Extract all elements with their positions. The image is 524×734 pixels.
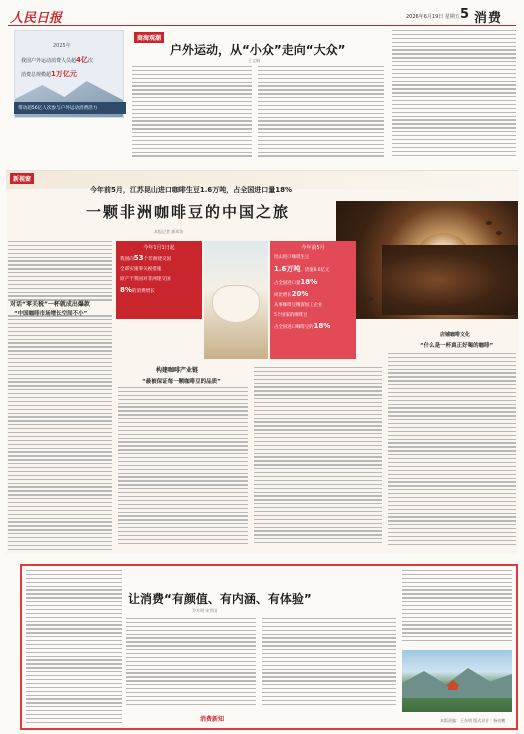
- byline-coffee: 本报记者 郭邦坊: [154, 229, 184, 234]
- dateline: 2026年6月19日 星期五: [406, 14, 460, 20]
- coffee-subhead-5: 店铺咖啡文化: [440, 332, 471, 338]
- page-footer-credits: 本版责编：王东明 版式设计：杨亮鹏: [440, 718, 506, 723]
- section-name: 消费: [474, 11, 503, 26]
- coffee-beans-photo: [382, 245, 518, 315]
- article-column: [392, 30, 516, 162]
- coffee-subhead-6: “什么是一杯真正好喝的咖啡”: [420, 343, 494, 349]
- column-tag-outdoor: 商海观潮: [134, 32, 164, 43]
- byline-bottom: 乔木明 宋世国: [192, 608, 218, 613]
- coffee-red-infocard: 今年1月1日起 我国向53个非洲建交国 全部实施零关税措施 原产于我国对非洲建交国 8%的消费增长: [116, 241, 202, 319]
- coffee-cup-photo: [204, 241, 268, 359]
- column-tag-coffee: 新视窗: [10, 173, 34, 184]
- article-column: [388, 353, 516, 553]
- coffee-subhead-1: 对话“零关税”一杯就成出爆款: [10, 301, 90, 308]
- coffee-section: [6, 170, 518, 554]
- page-number: 5: [460, 7, 470, 22]
- news-tag-consumer: 消费新知: [200, 716, 225, 723]
- article-column: [126, 618, 256, 710]
- coffee-subhead-3: 构建咖啡产业链: [156, 367, 199, 374]
- infographic-line2: 消费总规模超1万亿元: [21, 70, 77, 78]
- masthead: [8, 6, 516, 26]
- bottom-headline: 让消费“有颜值、有内涵、有体验”: [128, 592, 312, 606]
- article-column: [118, 387, 248, 553]
- article-column: [262, 618, 396, 710]
- bottom-feature-box: [20, 564, 518, 730]
- article-column: [132, 66, 252, 162]
- coffee-subhead-4: “最被保证每一颗咖啡豆的品质”: [142, 379, 221, 385]
- scenic-pavilion-photo: [402, 650, 512, 712]
- article-column: [254, 367, 382, 553]
- coffee-deck: 今年前5月，江苏昆山进口咖啡生豆1.6万吨，占全国进口量18%: [90, 186, 293, 194]
- byline-outdoor: 王文娟: [248, 58, 260, 63]
- infographic-year: 2025年: [53, 43, 71, 49]
- infographic-strip: 带动超56亿人次参与户外运动消费活力: [14, 102, 126, 114]
- coffee-pink-infocard: 今年前5月 昆山进口咖啡生豆 1.6万吨，货值8.6亿元 占全国进口量18% 同比增长20% 从事咖啡豆精深加工企业 5个国家的咖啡豆 占全国进口咖啡豆的18%: [270, 241, 356, 359]
- headline-outdoor: 户外运动，从“小众”走向“大众”: [170, 43, 346, 57]
- newspaper-logo: 人民日报: [10, 11, 63, 26]
- article-column: [8, 241, 112, 553]
- article-column: [402, 570, 512, 646]
- infographic-line1: 我国户外运动消费人员超4亿次: [21, 56, 93, 64]
- article-column: [258, 66, 384, 162]
- coffee-headline: 一颗非洲咖啡豆的中国之旅: [86, 203, 291, 221]
- coffee-subhead-2: “中国咖啡市场增长空间不小”: [14, 311, 88, 317]
- article-column: [26, 570, 122, 726]
